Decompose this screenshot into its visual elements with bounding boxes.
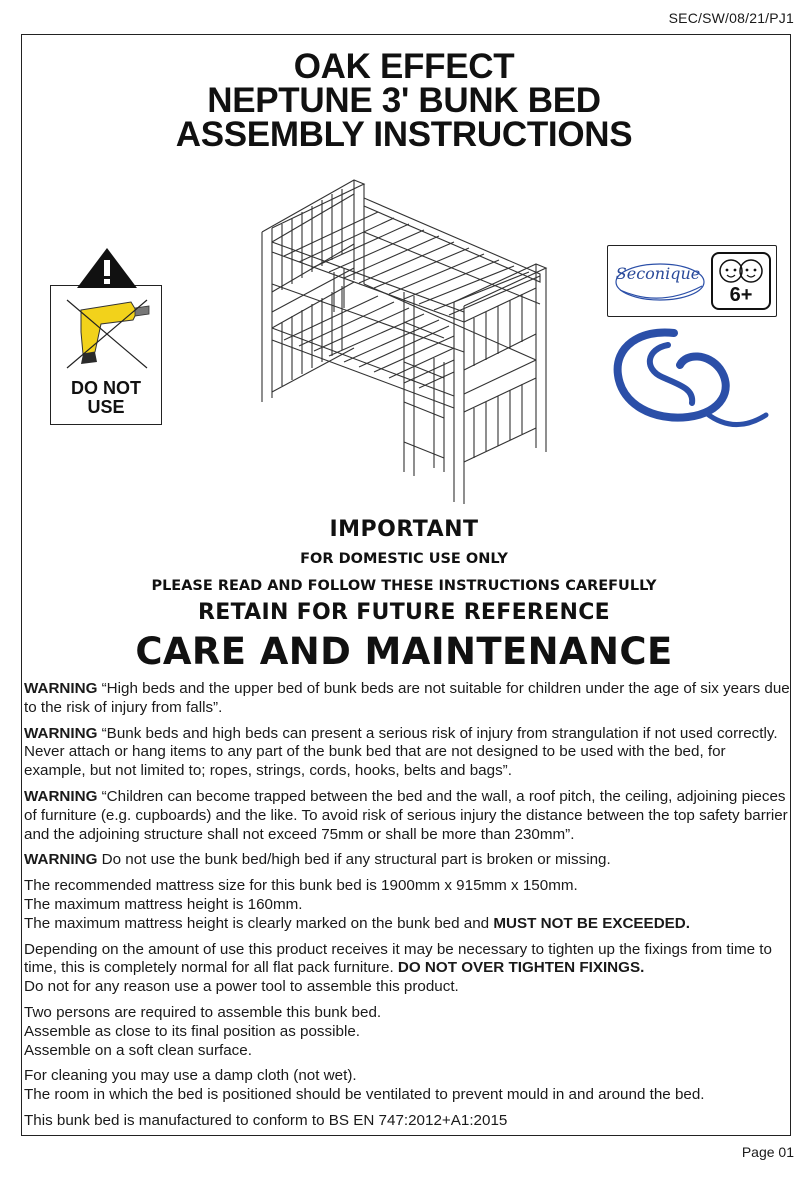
assembly-position-text: Assemble as close to its final position as possible.	[24, 1022, 360, 1040]
assembly-persons-text: Two persons are required to assemble this bunk bed.	[24, 1003, 382, 1021]
retain-heading: RETAIN FOR FUTURE REFERENCE	[198, 600, 610, 625]
page-number: Page 01	[741, 1144, 794, 1160]
warning-lead: WARNING	[24, 724, 98, 742]
title-line-2: NEPTUNE 3' BUNK BED	[207, 81, 601, 120]
conformity-text: This bunk bed is manufactured to conform to BS EN 747:2012+A1:2015	[24, 1111, 508, 1129]
fixings-bold: DO NOT OVER TIGHTEN FIXINGS.	[397, 959, 645, 977]
warning-lead: WARNING	[24, 680, 98, 697]
warning-paragraph	[24, 680, 790, 718]
mattress-marked-bold: MUST NOT BE EXCEEDED.	[493, 914, 690, 932]
domestic-use-heading: FOR DOMESTIC USE ONLY	[300, 551, 508, 567]
no-power-tool-label-line-2: USE	[87, 397, 125, 417]
no-power-tool-label-line-1: DO NOT	[71, 378, 141, 398]
warning-lead: WARNING	[24, 851, 98, 869]
brand-age-box	[607, 245, 777, 317]
brand-name: Seconique	[615, 264, 701, 283]
title-line-1: OAK EFFECT	[293, 47, 515, 86]
read-follow-heading: PLEASE READ AND FOLLOW THESE INSTRUCTIONS CAREFULLY	[151, 578, 657, 594]
warning-triangle-icon	[75, 246, 139, 290]
brand-s-logo-icon	[610, 325, 770, 435]
warning-text: “Children can become trapped between the bed and the wall, a roof pitch, the ceiling, adjoining pieces of furniture (e.g. cupboards) and the like. To avoid risk of serious injury the distance between the top safety barrier and the adjoining structure shall not exceed 75mm or shall be more than 230mm”.	[24, 787, 788, 843]
fixings-paragraph	[24, 941, 790, 997]
mattress-size-text: The recommended mattress size for this bunk bed is 1900mm x 915mm x 150mm.	[24, 877, 578, 895]
ventilation-text: The room in which the bed is positioned should be ventilated to prevent mould in and around the bed.	[24, 1086, 705, 1104]
warning-text: “Bunk beds and high beds can present a serious risk of injury from strangulation if not used correctly. Never attach or hang items to any part of the bunk bed that are not designed to be used with the bed, for example, but not limited to; ropes, strings, cords, hooks, belts and bags”.	[24, 724, 778, 780]
bunk-bed-illustration	[244, 172, 564, 512]
warning-text: Do not use the bunk bed/high bed if any structural part is broken or missing.	[97, 851, 611, 869]
power-tool-text: Do not for any reason use a power tool to assemble this product.	[24, 978, 459, 996]
mattress-marked-prefix: The maximum mattress height is clearly marked on the bunk bed and	[24, 914, 494, 932]
care-maintenance-heading: CARE AND MAINTENANCE	[135, 630, 673, 673]
age-label: 6+	[729, 284, 753, 306]
mattress-marked-text	[24, 915, 790, 934]
children-faces-icon	[715, 256, 767, 286]
title-line-3: ASSEMBLY INSTRUCTIONS	[175, 115, 633, 154]
warning-lead: WARNING	[24, 787, 98, 805]
age-badge	[711, 252, 771, 310]
fixings-text: Depending on the amount of use this product receives it may be necessary to tighten up the fixings from time to time, this is completely normal for all flat pack furniture.	[24, 940, 772, 977]
mattress-paragraph	[24, 877, 790, 933]
cleaning-paragraph	[24, 1067, 790, 1105]
cleaning-cloth-text: For cleaning you may use a damp cloth (not wet).	[24, 1067, 357, 1085]
warning-paragraph	[24, 725, 790, 781]
no-power-tool-box	[50, 285, 162, 425]
mattress-max-height-text: The maximum mattress height is 160mm.	[24, 895, 303, 913]
important-heading: IMPORTANT	[329, 517, 479, 542]
power-drill-icon	[61, 296, 153, 372]
warning-paragraph	[24, 788, 790, 844]
assembly-surface-text: Assemble on a soft clean surface.	[24, 1041, 252, 1059]
instructions-body	[24, 680, 790, 1138]
warning-paragraph	[24, 851, 790, 870]
warning-text: “High beds and the upper bed of bunk beds are not suitable for children under the age of six years due to the risk of injury from falls”.	[24, 680, 790, 716]
document-reference: SEC/SW/08/21/PJ1	[668, 10, 794, 26]
page-title	[0, 47, 808, 154]
assembly-paragraph	[24, 1004, 790, 1060]
